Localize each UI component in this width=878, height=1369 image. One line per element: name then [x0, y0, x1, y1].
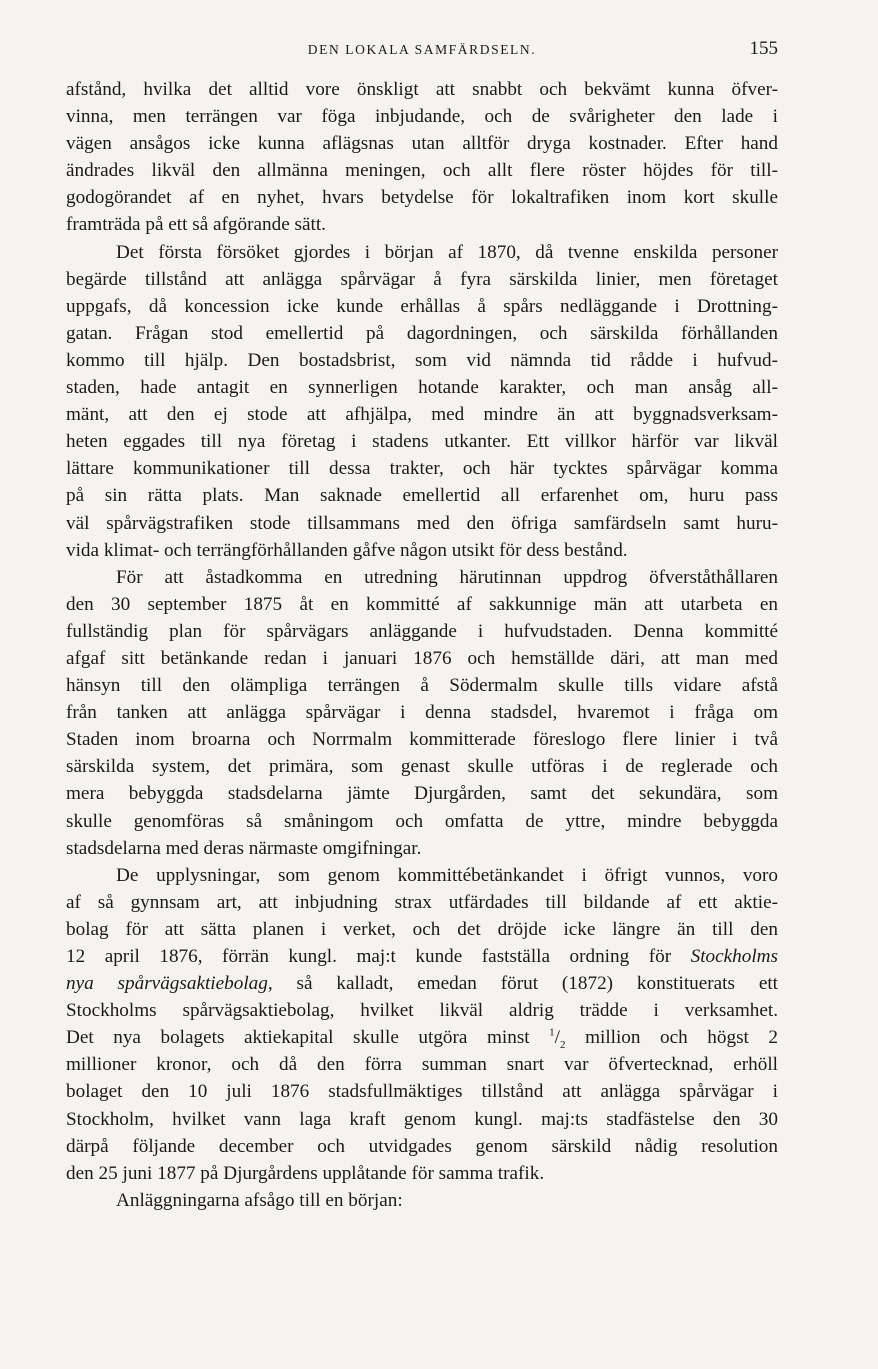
italic-company-name: nya spårvägsaktiebolag, [66, 973, 273, 995]
text-line: fullständig plan för spårvägars anläggande i hufvudstaden. Denna kommitté [66, 620, 778, 642]
text-line: gatan. Frågan stod emellertid på dagordningen, och särskilda förhållanden [66, 322, 778, 344]
text-line [66, 943, 778, 970]
text-line: mera bebyggda stadsdelarna jämte Djurgården, samt det sekundära, som [66, 783, 778, 805]
text-line: afgaf sitt betänkande redan i januari 1876 och hemställde däri, att man med [66, 647, 778, 669]
text-line: från tanken att anlägga spårvägar i denna stadsdel, hvaremot i fråga om [66, 702, 778, 724]
body-text [66, 76, 778, 1214]
text-line: vägen ansågos icke kunna aflägsnas utan alltför dryga kostnader. Efter hand [66, 133, 778, 155]
running-head [66, 38, 778, 62]
text-line: Stockholms spårvägsaktiebolag, hvilket likväl aldrig trädde i verksamhet. [66, 1000, 778, 1022]
text-line: ändrades likväl den allmänna meningen, och allt flere röster höjdes för till- [66, 160, 778, 182]
text-segment: så kalladt, emedan förut (1872) konstituerats ett [296, 973, 778, 995]
text-line: Stockholm, hvilket vann laga kraft genom kungl. maj:ts stadfästelse den 30 [66, 1108, 778, 1130]
text-line: den 25 juni 1877 på Djurgårdens upplåtande för samma trafik. [66, 1162, 545, 1184]
text-line: vinna, men terrängen var föga inbjudande, och de svårigheter den lade i [66, 106, 778, 128]
text-segment: Det nya bolagets aktiekapital skulle utgöra minst [66, 1027, 530, 1049]
text-line: godogörandet af en nyhet, hvars betydelse för lokaltrafiken inom kort skulle [66, 187, 778, 209]
text-segment: million och högst 2 [585, 1027, 779, 1049]
text-line: skulle genomföras så småningom och omfatta de yttre, mindre bebyggda [66, 810, 778, 832]
fraction-numerator: 1 [549, 1026, 555, 1039]
text-line: hänsyn till den olämpliga terrängen å Södermalm skulle tills vidare afstå [66, 675, 778, 697]
text-line: stadsdelarna med deras närmaste omgifningar. [66, 837, 422, 859]
text-line: Anläggningarna afsågo till en början: [116, 1189, 403, 1211]
text-line: uppgafs, då koncession icke kunde erhållas å spårs nedläggande i Drottning- [66, 295, 778, 317]
text-line: den 30 september 1875 åt en kommitté af sakkunnige män att utarbeta en [66, 593, 778, 615]
text-line: lättare kommunikationer till dessa trakter, och här tycktes spårvägar komma [66, 458, 778, 480]
text-line: bolaget den 10 juli 1876 stadsfullmäktiges tillstånd att anlägga spårvägar i [66, 1081, 778, 1103]
text-line: Det första försöket gjordes i början af 1870, då tvenne enskilda personer [116, 241, 778, 263]
text-line: begärde tillstånd att anlägga spårvägar å fyra särskilda linier, men företaget [66, 268, 778, 290]
text-line: därpå följande december och utvidgades genom särskild nådig resolution [66, 1135, 778, 1157]
italic-company-name: Stockholms [690, 946, 778, 967]
text-line: väl spårvägstrafiken stode tillsammans med den öfriga samfärdseln samt huru- [66, 512, 778, 534]
text-line: Det nya bolagets aktiekapital skulle utgöra minst $^1/_2$ million och högst 2 [66, 1026, 779, 1052]
text-line: afstånd, hvilka det alltid vore önskligt att snabbt och bekvämt kunna öfver- [66, 79, 778, 100]
text-line [66, 970, 778, 997]
text-line: kommo till hjälp. Den bostadsbrist, som vid nämnda tid rådde i hufvud- [66, 349, 778, 371]
fraction-denominator: 2 [560, 1039, 566, 1052]
text-line: De upplysningar, som genom kommittébetänkandet i öfrigt vunnos, voro [116, 864, 778, 886]
text-line: mänt, att den ej stode att afhjälpa, med mindre än att byggnadsverksam- [66, 404, 778, 426]
text-line: af så gynnsam art, att inbjudning strax utfärdades till bildande af ett aktie- [66, 891, 778, 913]
text-line: vida klimat- och terrängförhållanden gåfve någon utsikt för dess bestånd. [66, 539, 628, 561]
text-line: särskilda system, det primära, som genast skulle utföras i de reglerade och [66, 756, 778, 778]
page-number: 155 [749, 38, 778, 59]
text-line: För att åstadkomma en utredning härutinnan uppdrog öfverståthållaren [116, 566, 778, 588]
text-line: staden, hade antagit en synnerligen hotande karakter, och man ansåg all- [66, 377, 778, 399]
text-line: på sin rätta plats. Man saknade emellertid all erfarenhet om, huru pass [66, 485, 778, 507]
header-title: DEN LOKALA SAMFÄRDSELN. [307, 42, 537, 57]
text-line: bolag för att sätta planen i verket, och det dröjde icke längre än till den [66, 918, 778, 940]
text-line: Staden inom broarna och Norrmalm kommitterade föreslogo flere linier i två [66, 729, 778, 751]
text-line: framträda på ett så afgörande sätt. [66, 214, 326, 236]
text-line: millioner kronor, och då den förra summan snart var öfvertecknad, erhöll [66, 1054, 778, 1076]
text-line: heten eggades till nya företag i stadens utkanter. Ett villkor härför var likväl [66, 431, 778, 453]
text-segment: 12 april 1876, förrän kungl. maj:t kunde fastställa ordning för [66, 946, 672, 967]
